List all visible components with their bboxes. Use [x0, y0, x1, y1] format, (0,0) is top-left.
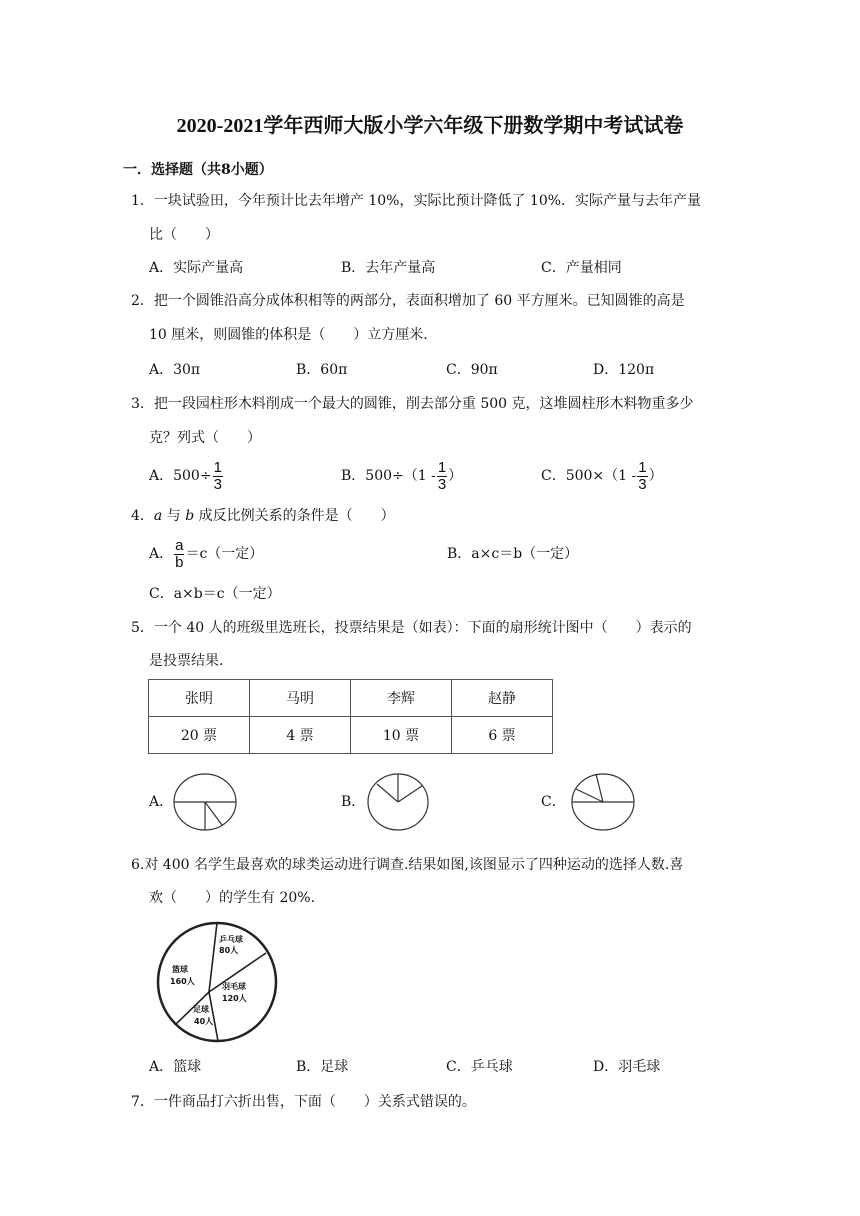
question-7-text: 7．一件商品打六折出售，下面（ ）关系式错误的。	[131, 1094, 476, 1110]
table-row	[149, 680, 553, 717]
option-d: D．羽毛球	[593, 1059, 661, 1075]
vote-table	[148, 679, 553, 754]
option-b: B．60π	[296, 362, 348, 378]
table-cell: 4 票	[250, 717, 351, 754]
option-a: A．	[149, 794, 174, 810]
fraction: $\frac{1}{3}$	[213, 458, 222, 493]
option-b: B．500÷（1 - $\frac{1}{3}$ ）	[341, 458, 463, 493]
pie-chart-option-b	[366, 772, 430, 832]
label-basketball: 篮球	[172, 965, 188, 974]
option-a: A．实际产量高	[149, 260, 244, 276]
label-basketball-count: 160人	[170, 977, 195, 986]
label-pingpong-count: 80人	[219, 946, 239, 955]
option-c: C．a×b＝c（一定）	[149, 586, 281, 602]
option-c: C．产量相同	[541, 260, 622, 276]
question-3-text: 3．把一段园柱形木料削成一个最大的圆锥，削去部分重 500 克，这堆圆柱形木料物重多少	[131, 396, 694, 412]
label-football-count: 40人	[194, 1017, 214, 1026]
table-cell: 20 票	[149, 717, 250, 754]
option-c: C．90π	[446, 362, 498, 378]
pie-chart-option-c	[570, 772, 636, 832]
question-6-text: 6.对 400 名学生最喜欢的球类运动进行调查.结果如图,该图显示了四种运动的选择人数.喜	[131, 857, 684, 873]
option-d: D．120π	[593, 362, 655, 378]
table-cell: 6 票	[452, 717, 553, 754]
option-a-expr: A．500÷	[149, 468, 212, 484]
label-football: 足球	[193, 1005, 209, 1014]
table-header: 李辉	[351, 680, 452, 717]
option-b: B．	[341, 794, 366, 810]
option-a: A．30π	[149, 362, 201, 378]
option-b: B．去年产量高	[341, 260, 436, 276]
table-header: 张明	[149, 680, 250, 717]
option-c: C．500×（1 - $\frac{1}{3}$ ）	[541, 458, 663, 493]
sports-pie-chart	[155, 920, 280, 1045]
question-1-text: 1．一块试验田，今年预计比去年增产 10%，实际比预计降低了 10%．实际产量与去年产量	[131, 193, 702, 209]
option-c: C．乒乓球	[446, 1059, 513, 1075]
option-a	[149, 459, 224, 493]
option-b-expr: B．500÷（1 -	[341, 468, 436, 484]
question-6-text-cont: 欢（ ）的学生有 20%.	[149, 890, 316, 906]
table-cell: 10 票	[351, 717, 452, 754]
question-5-text: 5．一个 40 人的班级里选班长，投票结果是（如表）：下面的扇形统计图中（ ）表示的	[131, 620, 692, 636]
option-b: B．a×c＝b（一定）	[447, 546, 579, 562]
option-c-expr: C．500×（1 -	[541, 468, 637, 484]
fraction: $\frac{1}{3}$	[437, 458, 447, 493]
label-pingpong: 乒乓球	[219, 935, 243, 944]
option-c: C．	[541, 794, 566, 810]
question-5-text-cont: 是投票结果.	[149, 653, 224, 669]
question-3-text-cont: 克？列式（ ）	[149, 430, 261, 446]
table-header: 马明	[250, 680, 351, 717]
option-b: B．足球	[296, 1059, 349, 1075]
option-a: A． $\frac{a}{b}$ ＝c（一定）	[149, 536, 264, 571]
sector-line	[209, 923, 217, 992]
table-row	[149, 717, 553, 754]
table-header: 赵静	[452, 680, 553, 717]
label-badminton: 羽毛球	[222, 982, 246, 991]
question-2-text: 2．把一个圆锥沿高分成体积相等的两部分，表面积增加了 60 平方厘米。已知圆锥的高是	[131, 293, 685, 309]
question-1-text-cont: 比（ ）	[149, 227, 219, 243]
pie-chart-option-a	[172, 772, 238, 832]
fraction: $\frac{1}{3}$	[638, 458, 647, 493]
fraction: $\frac{a}{b}$	[175, 536, 184, 571]
question-4-text: 4．a 与 b 成反比例关系的条件是（ ）	[131, 508, 395, 524]
option-a: A．篮球	[149, 1059, 202, 1075]
page-title: 2020-2021学年西师大版小学六年级下册数学期中考试试卷	[176, 115, 684, 137]
section-heading: 一．选择题（共8小题）	[123, 162, 273, 178]
question-2-text-cont: 10 厘米，则圆锥的体积是（ ）立方厘米.	[149, 327, 428, 343]
label-badminton-count: 120人	[222, 994, 247, 1003]
